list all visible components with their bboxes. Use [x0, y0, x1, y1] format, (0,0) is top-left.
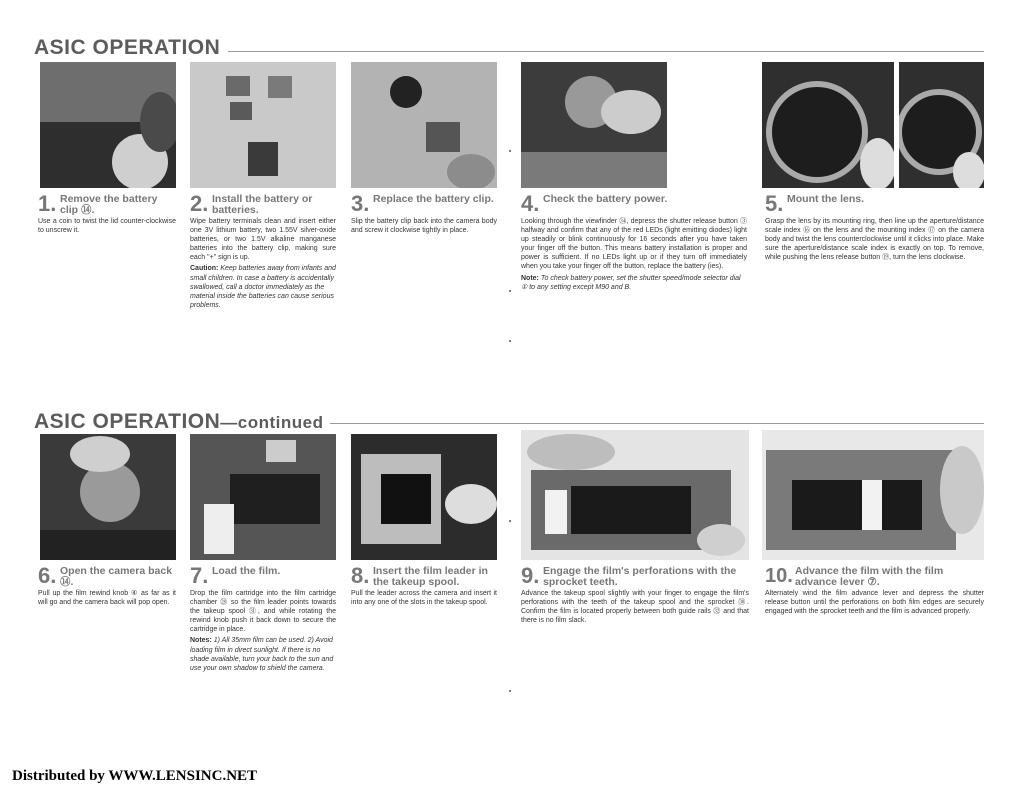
step-heading: Replace the battery clip. [373, 193, 494, 205]
step-body: Grasp the lens by its mounting ring, then line up the aperture/distance scale index ⑯ on the lens and the mounting index ⑰ on the camera body and twist the lens counterclockwise until it clicks into place. Make sure the aperture/distance scale index is exactly on top. To remove, while pushing the lens release button ⑲, turn the lens clockwise. [765, 218, 984, 262]
photo-open-back [40, 434, 176, 560]
step-8 [351, 563, 497, 607]
step-number: 8. [351, 563, 370, 588]
step-4 [521, 191, 747, 292]
section-title-text: ASIC OPERATION [34, 410, 221, 433]
step-7 [190, 563, 336, 673]
step-number: 10. [765, 565, 793, 587]
step-10 [765, 566, 984, 616]
step-heading: Advance the film with the film advance lever ⑦. [795, 565, 944, 588]
step-number: 3. [351, 191, 370, 216]
step-number: 1. [38, 191, 57, 216]
photo-battery-clip [351, 62, 497, 188]
photo-insert-leader [351, 434, 497, 560]
photo-advance-film [762, 430, 984, 560]
binding-dot [509, 150, 511, 152]
step-2 [190, 191, 336, 310]
photo-mount-lens-1 [762, 62, 894, 188]
step-3 [351, 191, 497, 235]
photo-batteries [190, 62, 336, 188]
step-number: 4. [521, 191, 540, 216]
step-number: 5. [765, 191, 784, 216]
photo-mount-lens-2 [899, 62, 984, 188]
photo-check-battery [521, 62, 667, 188]
step-note: Note: To check battery power, set the shutter speed/mode selector dial ① to any setting except M90 and B. [521, 274, 741, 291]
step-heading: Remove the battery clip ⑭. [60, 193, 158, 216]
step-body: Use a coin to twist the lid counter-clockwise to unscrew it. [38, 218, 176, 235]
step-6 [38, 563, 176, 607]
step-body: Wipe battery terminals clean and insert either one 3V lithium battery, two 1.55V silver-oxide batteries, or two 1.5V alkaline manganese batteries into the battery clip, making sure each "+" sign is up. [190, 218, 336, 262]
step-body: Looking through the viewfinder ㉞, depress the shutter release button ③ halfway and confirm that any of the red LEDs (light emitting diodes) light up steadily or blink continuously for 16 seconds after you have taken your finger off the button. This means battery installation is proper and power is sufficient. If no LEDs light up or if they turn off immediately when you take your finger off the button, replace the battery (ies). [521, 218, 747, 271]
step-heading: Check the battery power. [543, 193, 668, 205]
step-heading: Mount the lens. [787, 193, 864, 205]
section-title-top: ASIC OPERATION [34, 36, 221, 59]
step-heading: Install the battery or batteries. [212, 193, 313, 216]
step-caution: Caution: Keep batteries away from infants and small children. In case a battery is accidentally swallowed, call a doctor immediately as the material inside the batteries can cause serious problems. [190, 265, 336, 309]
photo-battery-lid [40, 62, 176, 188]
section-title-bottom [34, 410, 324, 434]
step-5 [765, 191, 984, 262]
section-rule-top [228, 51, 984, 52]
binding-dot [509, 520, 511, 522]
binding-dot [509, 690, 511, 692]
step-number: 7. [190, 563, 209, 588]
step-9 [521, 563, 749, 625]
step-notes: Notes: 1) All 35mm film can be used. 2) Avoid loading film in direct sunlight. If there is no shade available, turn your back to the sun and use your own shadow to shield the camera. [190, 637, 334, 672]
section-title-suffix: —continued [220, 413, 324, 432]
binding-dot [509, 340, 511, 342]
step-number: 6. [38, 563, 57, 588]
step-1 [38, 191, 176, 235]
step-heading: Open the camera back ⑭. [60, 565, 173, 588]
step-body: Advance the takeup spool slightly with your finger to engage the film's perforations with the teeth of the takeup spool and the sprocket ㉚. Confirm the film is located properly between both guide rails ㉜ and that there is no film slack. [521, 590, 749, 625]
step-body: Pull up the film rewind knob ④ as far as it will go and the camera back will pop open. [38, 590, 176, 607]
step-number: 9. [521, 563, 540, 588]
step-body: Drop the film cartridge into the film cartridge chamber ㉘ so the film leader points towards the takeup spool ㉛, and while rotating the rewind knob push it back down to secure the cartridge in place. [190, 590, 336, 634]
section-rule-bottom [330, 423, 984, 424]
step-body: Pull the leader across the camera and insert it into any one of the slots in the takeup spool. [351, 590, 497, 607]
step-body: Alternately wind the film advance lever and depress the shutter release button until the perforations on both film edges are securely engaged with the sprocket teeth and the film is advanced properly. [765, 590, 984, 616]
photo-engage-perforations [521, 430, 749, 560]
step-heading: Load the film. [212, 565, 281, 577]
step-body: Slip the battery clip back into the camera body and screw it clockwise tightly in place. [351, 218, 497, 235]
step-number: 2. [190, 191, 209, 216]
binding-dot [509, 290, 511, 292]
step-heading: Engage the film's perforations with the sprocket teeth. [543, 565, 737, 588]
step-heading: Insert the film leader in the takeup spool. [373, 565, 488, 588]
photo-load-film [190, 434, 336, 560]
footer-distributor: Distributed by WWW.LENSINC.NET [12, 768, 258, 784]
